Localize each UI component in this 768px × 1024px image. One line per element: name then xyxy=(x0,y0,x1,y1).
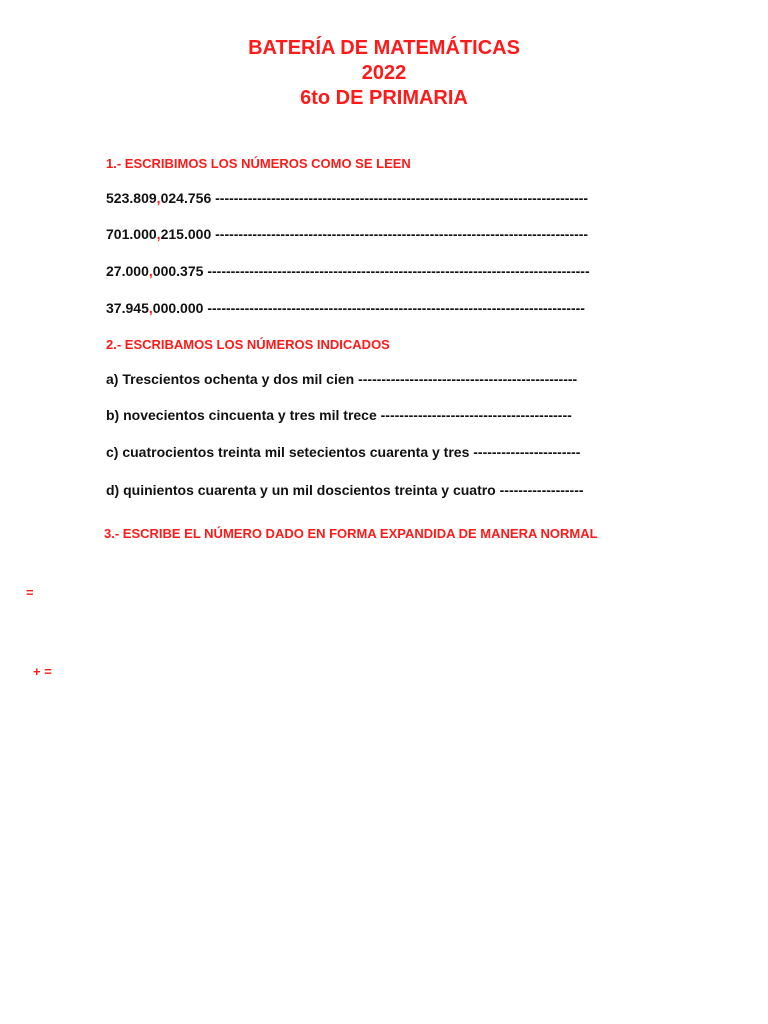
plus-equals-mark: + = xyxy=(33,664,52,679)
worksheet-title xyxy=(0,36,768,111)
section3-heading: 3.- ESCRIBE EL NÚMERO DADO EN FORMA EXPANDIDA DE MANERA NORMAL xyxy=(104,526,598,541)
answer-blank-2[interactable]: -------------------------------------------------------------------------------- xyxy=(215,226,589,242)
number-3: 27.000,000.375 xyxy=(106,263,204,279)
title-year: 2022 xyxy=(361,62,407,84)
number-4: 37.945,000.000 xyxy=(106,300,204,316)
section2-item-a[interactable]: a) Trescientos ochenta y dos mil cien ----------------------------------------------- xyxy=(106,371,578,387)
section1-heading: 1.- ESCRIBIMOS LOS NÚMEROS COMO SE LEEN xyxy=(106,156,411,171)
section2-heading: 2.- ESCRIBAMOS LOS NÚMEROS INDICADOS xyxy=(106,337,390,352)
answer-blank-4[interactable]: --------------------------------------------------------------------------------- xyxy=(207,300,585,316)
section1-line-3 xyxy=(106,263,590,279)
section2-item-d[interactable]: d) quinientos cuarenta y un mil doscientos treinta y cuatro ------------------ xyxy=(106,482,584,498)
title-grade: 6to DE PRIMARIA xyxy=(300,87,468,109)
answer-blank-3[interactable]: ---------------------------------------------------------------------------------- xyxy=(207,263,590,279)
equals-mark: = xyxy=(26,585,34,600)
title-main: BATERÍA DE MATEMÁTICAS xyxy=(248,37,520,59)
section2-item-b[interactable]: b) novecientos cincuenta y tres mil trece ----------------------------------------- xyxy=(106,407,572,423)
section1-line-1 xyxy=(106,190,588,206)
number-2: 701.000,215.000 xyxy=(106,226,212,242)
section2-item-c[interactable]: c) cuatrocientos treinta mil setecientos cuarenta y tres ----------------------- xyxy=(106,444,581,460)
section1-line-2 xyxy=(106,226,588,242)
number-1: 523.809,024.756 xyxy=(106,190,212,206)
answer-blank-1[interactable]: -------------------------------------------------------------------------------- xyxy=(215,190,589,206)
section1-line-4 xyxy=(106,300,585,316)
